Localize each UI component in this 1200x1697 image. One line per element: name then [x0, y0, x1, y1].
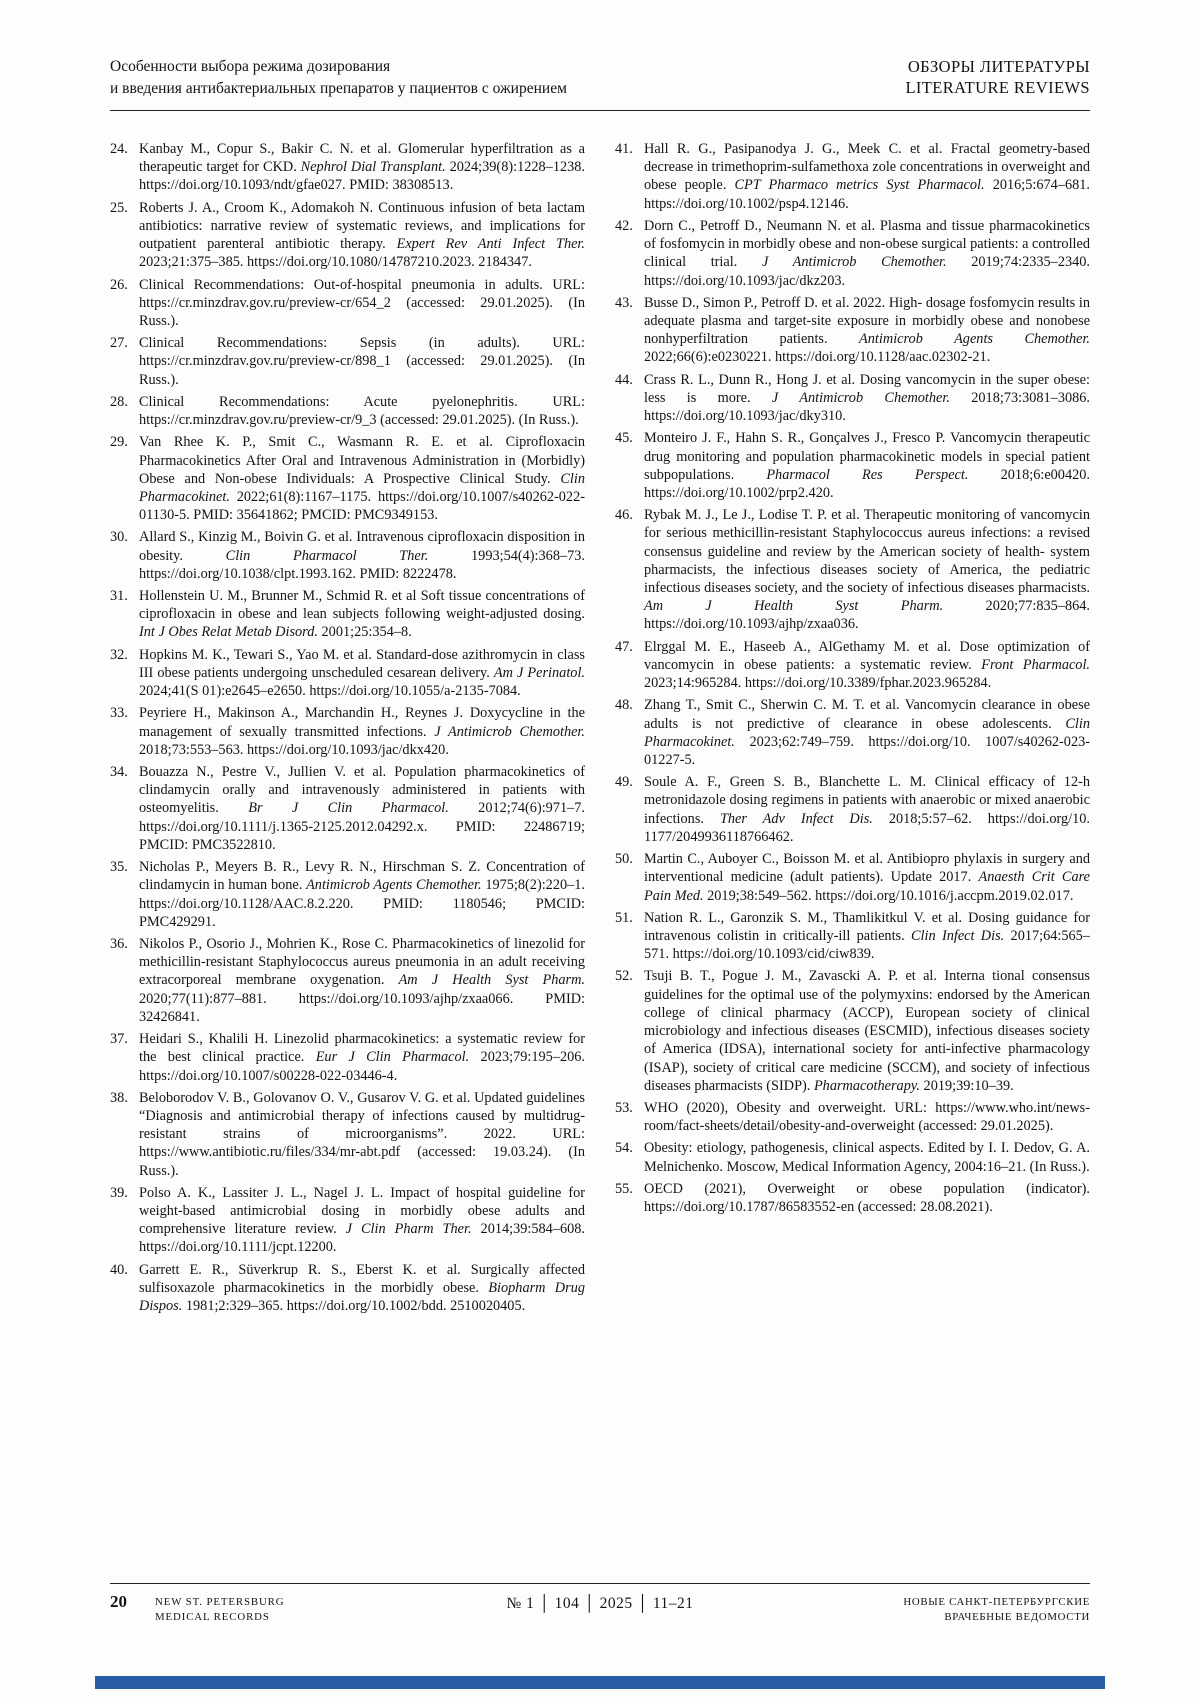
- reference-number: 27.: [110, 335, 128, 352]
- reference-text: Soule A. F., Green S. B., Blanchette L. M. Clinical efficacy of 12-h metronidazole dosing regimens in patients with anaerobic or mixed anaerobic infections. Ther Adv Infect Dis. 2018;5:57–62. https://doi.org/10. 1177/2049936118766462.: [644, 774, 1091, 845]
- reference-text: WHO (2020), Obesity and overweight. URL: https://www.who.int/news-room/fact-sheets/detail/obesity-and-overweight (accessed: 29.01.2025).: [644, 1099, 1090, 1135]
- reference-text: Hall R. G., Pasipanodya J. G., Meek C. et al. Fractal geometry-based decrease in trimethoprim-sulfamethoxa zole concentrations in overweight and obese people. CPT Pharmaco metrics Syst Pharmacol. 2016;5:674–681. https://doi.org/10.1002/psp4.12146.: [644, 141, 1090, 212]
- reference-item: [615, 638, 1090, 693]
- reference-text: Martin C., Auboyer C., Boisson M. et al. Antibiopro phylaxis in surgery and interventional medicine (adult patients). Update 2017. Anaesth Crit Care Pain Med. 2019;38:549–562. https://doi.org/10.1016/j.accpm.2019.02.017.: [644, 851, 1090, 904]
- reference-number: 46.: [615, 507, 633, 524]
- reference-item: [110, 1184, 585, 1257]
- reference-number: 35.: [110, 859, 128, 876]
- reference-item: [615, 217, 1090, 290]
- reference-item: [615, 850, 1090, 905]
- reference-text: OECD (2021), Overweight or obese population (indicator). https://doi.org/10.1787/86583552-en (accessed: 28.08.2021).: [644, 1180, 1090, 1216]
- journal-name-ru-line1: НОВЫЕ САНКТ-ПЕТЕРБУРГСКИЕ: [903, 1596, 1090, 1608]
- reference-number: 36.: [110, 935, 128, 952]
- page-footer: [110, 1593, 1090, 1625]
- reference-text: Rybak M. J., Le J., Lodise T. P. et al. Therapeutic monitoring of vancomycin for serious methicillin-resistant Staphylococcus aureus infections: a revised consensus guideline and review by the American society of health- system pharmacists, the infectious diseases society of America, the pediatric infectious diseases society, and the society of infectious diseases pharmacists. Am J Health Syst Pharm. 2020;77:835–864. https://doi.org/10.1093/ajhp/zxaa036.: [644, 507, 1090, 633]
- reference-item: [615, 429, 1090, 502]
- reference-item: [110, 140, 585, 195]
- reference-text: Polso A. K., Lassiter J. L., Nagel J. L. Impact of hospital guideline for weight-based antimicrobial dosing in morbidly obese adults and comprehensive literature review. J Clin Pharm Ther. 2014;39:584–608. https://doi.org/10.1111/jcpt.12200.: [139, 1184, 585, 1256]
- reference-text: Hopkins M. K., Tewari S., Yao M. et al. Standard-dose azithromycin in class III obese patients undergoing unscheduled cesarean delivery. Am J Perinatol. 2024;41(S 01):e2645–e2650. https://doi.org/10.1055/a-2135-7084.: [139, 646, 585, 700]
- reference-number: 39.: [110, 1184, 128, 1201]
- journal-name-ru-line2: ВРАЧЕБНЫЕ ВЕДОМОСТИ: [944, 1611, 1090, 1624]
- reference-number: 24.: [110, 141, 128, 157]
- reference-number: 29.: [110, 434, 128, 451]
- reference-text: Garrett E. R., Süverkrup R. S., Eberst K. et al. Surgically affected sulfisoxazole pharmacokinetics in the morbidly obese. Biopharm Drug Dispos. 1981;2:329–365. https://doi.org/10.1002/bdd. 2510020405.: [139, 1261, 585, 1315]
- reference-number: 37.: [110, 1031, 128, 1048]
- reference-number: 55.: [615, 1180, 633, 1197]
- reference-item: [110, 587, 585, 642]
- reference-text: Allard S., Kinzig M., Boivin G. et al. Intravenous ciprofloxacin disposition in obesity. Clin Pharmacol Ther. 1993;54(4):368–73. https://doi.org/10.1038/clpt.1993.162. PMID: 8222478.: [139, 529, 585, 582]
- reference-item: [110, 334, 585, 389]
- reference-text: Obesity: etiology, pathogenesis, clinical aspects. Edited by I. I. Dedov, G. A. Melnichenko. Moscow, Medical Information Agency, 2004:16–21. (In Russ.).: [644, 1140, 1090, 1175]
- reference-item: [615, 294, 1090, 367]
- reference-number: 47.: [615, 638, 633, 655]
- running-title: [110, 56, 567, 99]
- reference-number: 44.: [615, 371, 633, 388]
- reference-number: 40.: [110, 1261, 128, 1278]
- reference-number: 41.: [615, 141, 633, 157]
- reference-number: 31.: [110, 588, 128, 605]
- reference-item: [110, 1030, 585, 1085]
- reference-text: Clinical Recommendations: Sepsis (in adults). URL: https://cr.minzdrav.gov.ru/preview-cr/898_1 (accessed: 29.01.2025). (In Russ.).: [139, 335, 585, 388]
- references-section: [110, 140, 1090, 1319]
- section-title: [905, 56, 1090, 99]
- references-column-left: [110, 140, 585, 1319]
- reference-item: [615, 1139, 1090, 1175]
- reference-text: Zhang T., Smit C., Sherwin C. M. T. et al. Vancomycin clearance in obese adults is not predictive of clearance in obese adolescents. Clin Pharmacokinet. 2023;62:749–759. https://doi.org/10. 1007/s40262-023-01227-5.: [644, 697, 1090, 768]
- header-divider: [110, 110, 1090, 111]
- running-title-line2: и введения антибактериальных препаратов у пациентов с ожирением: [110, 79, 567, 97]
- reference-text: Nikolos P., Osorio J., Mohrien K., Rose C. Pharmacokinetics of linezolid for methicillin-resistant Staphylococcus aureus pneumonia in an adult receiving extracorporeal membrane oxygenation. Am J Health Syst Pharm. 2020;77(11):877–881. https://doi.org/10.1093/ajhp/zxaa066. PMID: 32426841.: [139, 935, 585, 1025]
- reference-number: 25.: [110, 199, 128, 216]
- reference-item: [615, 909, 1090, 964]
- reference-text: Roberts J. A., Croom K., Adomakoh N. Continuous infusion of beta lactam antibiotics: narrative review of systematic reviews, and implications for outpatient parenteral antibiotic therapy. Expert Rev Anti Infect Ther. 2023;21:375–385. https://doi.org/10.1080/14787210.2023. 2184347.: [139, 199, 585, 271]
- reference-text: Beloborodov V. B., Golovanov O. V., Gusarov V. G. et al. Updated guidelines “Diagnosis and antimicrobial therapy of infections caused by multidrug-resistant strains of microorganisms”. 2022. URL: https://www.antibiotic.ru/files/334/mr-abt.pdf (accessed: 19.03.24). (In Russ.).: [139, 1089, 585, 1179]
- reference-text: Van Rhee K. P., Smit C., Wasmann R. E. et al. Ciprofloxacin Pharmacokinetics After Oral and Intravenous Administration in (Morbidly) Obese and Non-obese Individuals: A Prospective Clinical Study. Clin Pharmacokinet. 2022;61(8):1167–1175. https://doi.org/10.1007/s40262-022-01130-5. PMID: 35641862; PMCID: PMC9349153.: [139, 434, 585, 524]
- reference-text: Clinical Recommendations: Out-of-hospital pneumonia in adults. URL: https://cr.minzdrav.gov.ru/preview-cr/654_2 (accessed: 29.01.2025). (In Russ.).: [139, 276, 585, 329]
- page-header: [110, 56, 1090, 99]
- bottom-accent-bar: [95, 1676, 1105, 1689]
- reference-number: 34.: [110, 764, 128, 780]
- reference-text: Peyriere H., Makinson A., Marchandin H., Reynes J. Doxycycline in the management of sexually transmitted infections. J Antimicrob Chemother. 2018;73:553–563. https://doi.org/10.1093/jac/dkx420.: [139, 705, 585, 758]
- reference-number: 43.: [615, 294, 633, 311]
- reference-text: Kanbay M., Copur S., Bakir C. N. et al. Glomerular hyperfiltration as a therapeutic target for CKD. Nephrol Dial Transplant. 2024;39(8):1228–1238. https://doi.org/10.1093/ndt/gfae027. PMID: 38308513.: [139, 141, 585, 194]
- reference-item: [110, 393, 585, 429]
- reference-text: Hollenstein U. M., Brunner M., Schmid R. et al Soft tissue concentrations of ciprofloxacin in obese and lean subjects following weight-adjusted dosing. Int J Obes Relat Metab Disord. 2001;25:354–8.: [139, 588, 585, 641]
- running-title-line1: Особенности выбора режима дозирования: [110, 58, 391, 75]
- reference-number: 54.: [615, 1140, 633, 1157]
- reference-number: 48.: [615, 697, 633, 714]
- reference-item: [615, 1180, 1090, 1216]
- journal-name-en-line2: MEDICAL RECORDS: [155, 1611, 270, 1624]
- references-column-right: [615, 140, 1090, 1319]
- journal-name-ru: [790, 1593, 1090, 1625]
- reference-text: Tsuji B. T., Pogue J. M., Zavascki A. P. et al. Interna tional consensus guidelines for the optimal use of the polymyxins: endorsed by the American college of clinical pharmacy (ACCP), European society of clinical microbiology and infectious diseases (ESCMID), infectious diseases society of America (IDSA), international society for anti-infective pharmacology (ISAP), society of critical care medicine (SCCM), and society of infectious diseases pharmacists (SIDP). Pharmacotherapy. 2019;39:10–39.: [644, 968, 1090, 1094]
- reference-item: [615, 696, 1090, 769]
- reference-number: 52.: [615, 968, 633, 985]
- reference-item: [615, 371, 1090, 426]
- reference-number: 38.: [110, 1089, 128, 1106]
- section-title-en: LITERATURE REVIEWS: [905, 78, 1090, 98]
- reference-item: [615, 1099, 1090, 1135]
- reference-text: Dorn C., Petroff D., Neumann N. et al. Plasma and tissue pharmacokinetics of fosfomycin in morbidly obese and non-obese surgical patients: a controlled clinical trial. J Antimicrob Chemother. 2019;74:2335–2340. https://doi.org/10.1093/jac/dkz203.: [644, 217, 1091, 289]
- reference-text: Monteiro J. F., Hahn S. R., Gonçalves J., Fresco P. Vancomycin therapeutic drug monitoring and population pharmacokinetic models in special patient subpopulations. Pharmacol Res Perspect. 2018;6:e00420. https://doi.org/10.1002/prp2.420.: [644, 430, 1090, 501]
- reference-text: Elrggal M. E., Haseeb A., AlGethamy M. et al. Dose optimization of vancomycin in obese patients: a systematic review. Front Pharmacol. 2023;14:965284. https://doi.org/10.3389/fphar.2023.965284.: [644, 638, 1091, 692]
- reference-item: [615, 140, 1090, 213]
- journal-name-en: [155, 1593, 284, 1625]
- reference-text: Busse D., Simon P., Petroff D. et al. 2022. High- dosage fosfomycin results in adequate plasma and target-site exposure in morbidly obese and nonobese nonhyperfiltration patients. Antimicrob Agents Chemother. 2022;66(6):e0230221. https://doi.org/10.1128/aac.02302-21.: [644, 294, 1090, 366]
- reference-number: 30.: [110, 529, 128, 546]
- reference-item: [110, 528, 585, 583]
- reference-number: 50.: [615, 851, 633, 868]
- page-number: 20: [110, 1592, 127, 1611]
- reference-item: [110, 433, 585, 524]
- reference-item: [110, 276, 585, 331]
- reference-text: Heidari S., Khalili H. Linezolid pharmacokinetics: a systematic review for the best clinical practice. Eur J Clin Pharmacol. 2023;79:195–206. https://doi.org/10.1007/s00228-022-03446-4.: [139, 1031, 585, 1084]
- reference-item: [110, 704, 585, 759]
- reference-text: Crass R. L., Dunn R., Hong J. et al. Dosing vancomycin in the super obese: less is more. J Antimicrob Chemother. 2018;73:3081–3086. https://doi.org/10.1093/jac/dky310.: [644, 371, 1090, 425]
- reference-number: 26.: [110, 276, 128, 293]
- reference-item: [615, 967, 1090, 1095]
- reference-item: [615, 506, 1090, 634]
- reference-item: [110, 646, 585, 701]
- journal-name-en-line1: NEW ST. PETERSBURG: [155, 1596, 285, 1608]
- reference-number: 42.: [615, 217, 633, 234]
- reference-text: Nation R. L., Garonzik S. M., Thamlikitkul V. et al. Dosing guidance for intravenous colistin in critically-ill patients. Clin Infect Dis. 2017;64:565–571. https://doi.org/10.1093/cid/ciw839.: [644, 909, 1090, 963]
- reference-item: [110, 858, 585, 931]
- reference-item: [110, 763, 585, 854]
- reference-item: [615, 773, 1090, 846]
- reference-item: [110, 199, 585, 272]
- reference-item: [110, 1261, 585, 1316]
- reference-number: 32.: [110, 646, 128, 663]
- reference-item: [110, 1089, 585, 1180]
- footer-left: [110, 1593, 410, 1625]
- reference-text: Clinical Recommendations: Acute pyelonephritis. URL: https://cr.minzdrav.gov.ru/preview-cr/9_3 (accessed: 29.01.2025). (In Russ.).: [139, 393, 585, 429]
- reference-text: Bouazza N., Pestre V., Jullien V. et al. Population pharmacokinetics of clindamycin orally and intravenously administered in patients with osteomyelitis. Br J Clin Pharmacol. 2012;74(6):971–7. https://doi.org/10.1111/j.1365-2125.2012.04292.x. PMID: 22486719; PMCID: PMC3522810.: [139, 764, 585, 853]
- reference-item: [110, 935, 585, 1026]
- reference-text: Nicholas P., Meyers B. R., Levy R. N., Hirschman S. Z. Concentration of clindamycin in human bone. Antimicrob Agents Chemother. 1975;8(2):220–1. https://doi.org/10.1128/AAC.8.2.220. PMID: 1180546; PMCID: PMC429291.: [139, 859, 585, 930]
- issue-info: № 1 │ 104 │ 2025 │ 11–21: [506, 1595, 694, 1612]
- reference-number: 51.: [615, 909, 633, 926]
- reference-number: 49.: [615, 774, 633, 791]
- reference-number: 28.: [110, 393, 128, 410]
- section-title-ru: ОБЗОРЫ ЛИТЕРАТУРЫ: [907, 57, 1090, 76]
- footer-divider: [110, 1583, 1090, 1584]
- reference-number: 45.: [615, 430, 633, 447]
- reference-number: 53.: [615, 1099, 633, 1116]
- reference-number: 33.: [110, 705, 128, 722]
